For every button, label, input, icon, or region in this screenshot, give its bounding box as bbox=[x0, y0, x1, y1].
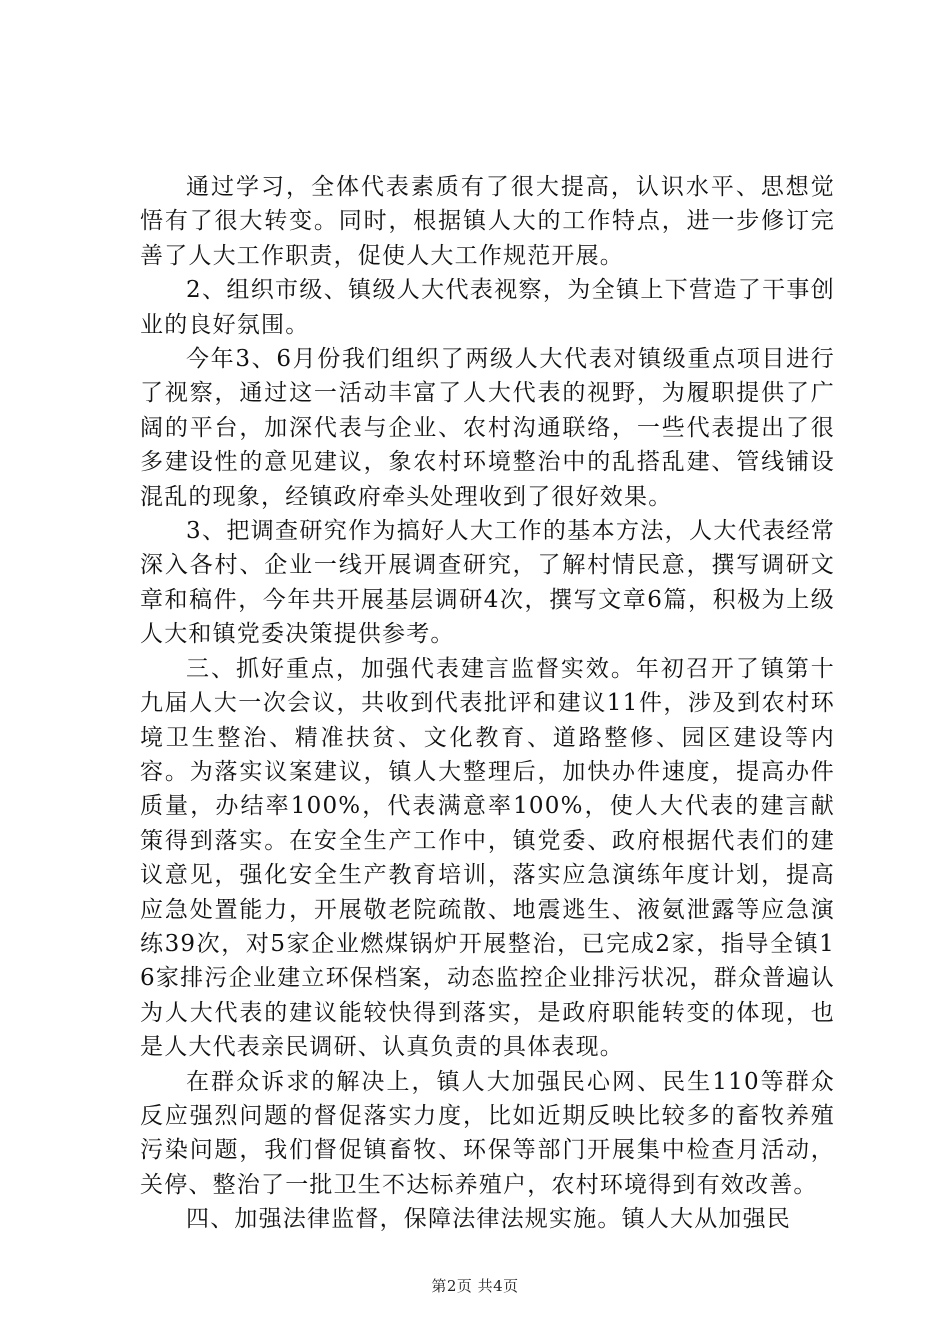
paragraph-section-three: 三、抓好重点，加强代表建言监督实效。年初召开了镇第十九届人大一次会议，共收到代表批评和建议11件，涉及到农村环境卫生整治、精准扶贫、文化教育、道路整修、园区建设等内容。为落实议案建议，镇人大整理后，加快办件速度，提高办件质量，办结率100%，代表满意率100%，使人大代表的建言献策得到落实。在安全生产工作中，镇党委、政府根据代表们的建议意见，强化安全生产教育培训，落实应急演练年度计划，提高应急处置能力，开展敬老院疏散、地震逃生、液氨泄露等应急演练39次，对5家企业燃煤锅炉开展整治，已完成2家，指导全镇16家排污企业建立环保档案，动态监控企业排污状况，群众普遍认为人大代表的建议能较快得到落实，是政府职能转变的体现，也是人大代表亲民调研、认真负责的具体表现。 bbox=[140, 655, 835, 1061]
document-body bbox=[140, 170, 835, 1237]
page-footer: 第2页 共4页 bbox=[431, 1277, 519, 1295]
paragraph-inspection-heading: 2、组织市级、镇级人大代表视察，为全镇上下营造了干事创业的良好氛围。 bbox=[140, 277, 835, 338]
paragraph-study-outcome: 通过学习，全体代表素质有了很大提高，认识水平、思想觉悟有了很大转变。同时，根据镇人大的工作特点，进一步修订完善了人大工作职责，促使人大工作规范开展。 bbox=[140, 174, 835, 269]
paragraph-research-method: 3、把调查研究作为搞好人大工作的基本方法，人大代表经常深入各村、企业一线开展调查研究，了解村情民意，撰写调研文章和稿件，今年共开展基层调研4次，撰写文章6篇，积极为上级人大和镇党委决策提供参考。 bbox=[140, 518, 835, 648]
paragraph-inspection-detail: 今年3、6月份我们组织了两级人大代表对镇级重点项目进行了视察，通过这一活动丰富了人大代表的视野，为履职提供了广阔的平台，加深代表与企业、农村沟通联络，一些代表提出了很多建设性的意见建议，象农村环境整治中的乱搭乱建、管线铺设混乱的现象，经镇政府牵头处理收到了很好效果。 bbox=[140, 346, 835, 510]
paragraph-public-appeals: 在群众诉求的解决上，镇人大加强民心网、民生110等群众反应强烈问题的督促落实力度，比如近期反映比较多的畜牧养殖污染问题，我们督促镇畜牧、环保等部门开展集中检查月活动，关停、整治了一批卫生不达标养殖户，农村环境得到有效改善。 bbox=[140, 1068, 835, 1198]
paragraph-section-four: 四、加强法律监督，保障法律法规实施。镇人大从加强民 bbox=[186, 1206, 791, 1233]
